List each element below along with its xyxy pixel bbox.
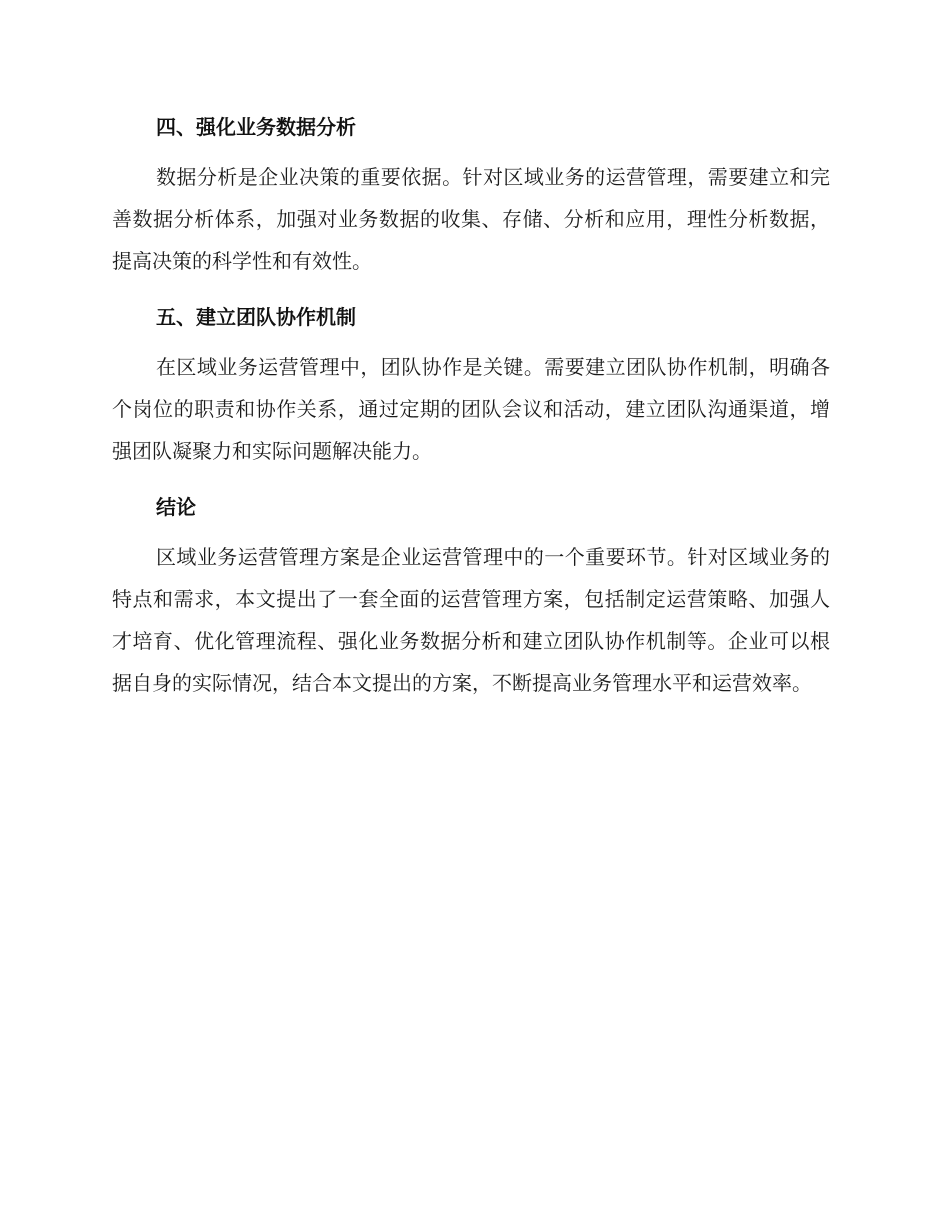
document-body — [112, 106, 830, 718]
section-paragraph-data-analysis: 数据分析是企业决策的重要依据。针对区域业务的运营管理，需要建立和完善数据分析体系，加强对业务数据的收集、存储、分析和应用，理性分析数据，提高决策的科学性和有效性。 — [112, 165, 830, 273]
section-heading-team-collaboration: 五、建立团队协作机制 — [156, 305, 356, 329]
section-paragraph-team-collaboration: 在区域业务运营管理中，团队协作是关键。需要建立团队协作机制，明确各个岗位的职责和协作关系，通过定期的团队会议和活动，建立团队沟通渠道，增强团队凝聚力和实际问题解决能力。 — [112, 355, 830, 463]
section-paragraph-conclusion: 区域业务运营管理方案是企业运营管理中的一个重要环节。针对区域业务的特点和需求，本文提出了一套全面的运营管理方案，包括制定运营策略、加强人才培育、优化管理流程、强化业务数据分析和建立团队协作机制等。企业可以根据自身的实际情况，结合本文提出的方案，不断提高业务管理水平和运营效率。 — [112, 545, 830, 695]
section-heading-data-analysis: 四、强化业务数据分析 — [156, 115, 356, 139]
section-heading-conclusion: 结论 — [156, 495, 196, 519]
